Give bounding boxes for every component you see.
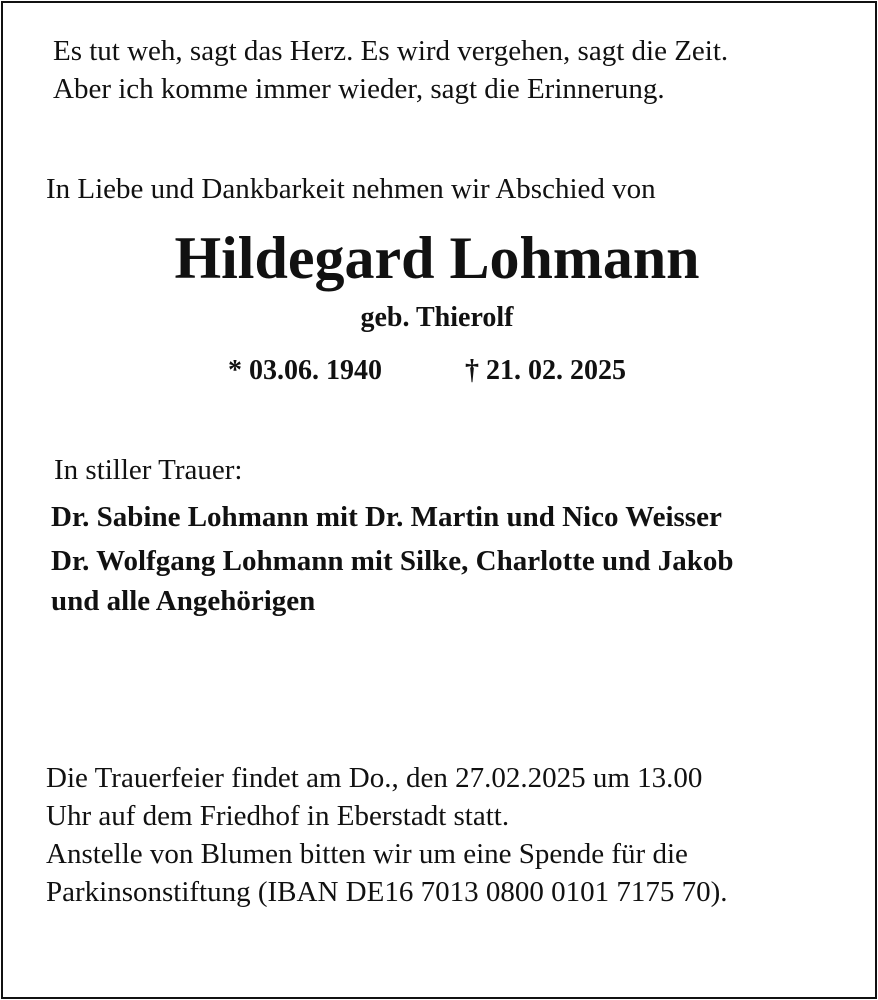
mourner-line: Dr. Wolfgang Lohmann mit Silke, Charlotte und Jakob [51, 545, 734, 577]
service-line: Die Trauerfeier findet am Do., den 27.02.2025 um 13.00 [46, 762, 703, 794]
service-line: Anstelle von Blumen bitten wir um eine Spende für die [46, 838, 688, 870]
deceased-name: Hildegard Lohmann [174, 225, 700, 291]
service-line: Parkinsonstiftung (IBAN DE16 7013 0800 0101 7175 70). [46, 876, 728, 908]
birth-date: * 03.06. 1940 [228, 355, 382, 386]
service-info [46, 759, 727, 911]
memorial-quote [53, 32, 728, 108]
farewell-intro: In Liebe und Dankbarkeit nehmen wir Abschied von [46, 173, 656, 205]
quote-line: Es tut weh, sagt das Herz. Es wird vergehen, sagt die Zeit. [53, 35, 729, 67]
mourner-line: Dr. Sabine Lohmann mit Dr. Martin und Nico Weisser [51, 501, 722, 533]
quote-line: Aber ich komme immer wieder, sagt die Erinnerung. [53, 73, 665, 105]
death-date: † 21. 02. 2025 [465, 355, 626, 386]
mourning-label: In stiller Trauer: [54, 454, 243, 486]
mourners-list [51, 497, 733, 621]
birth-name: geb. Thierolf [360, 302, 514, 333]
service-line: Uhr auf dem Friedhof in Eberstadt statt. [46, 800, 510, 832]
mourner-line: und alle Angehörigen [51, 585, 316, 617]
life-dates [0, 353, 874, 389]
